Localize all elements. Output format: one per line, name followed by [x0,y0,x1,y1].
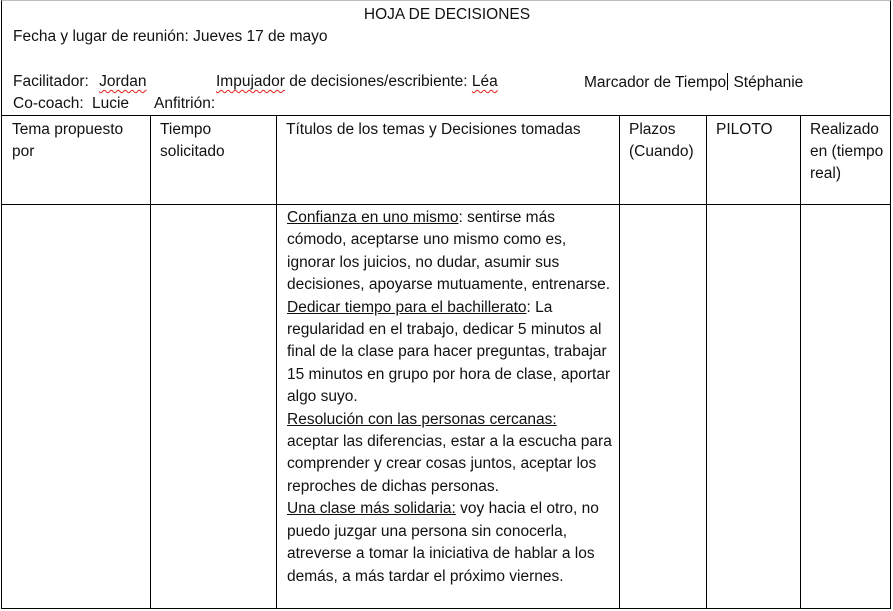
decision-sheet [1,0,891,609]
decision-text: : La regularidad en el trabajo, dedicar 5 minutos al final de la clase para hacer preguntas, trabajar 15 minutos en grupo por hora de clase, aportar algo suyo. [287,298,611,406]
roles-line [13,73,147,91]
header-done-in-real-time: Realizado en (tiempo real) [810,121,884,182]
header-bottom-border [2,204,890,205]
header-time-requested: Tiempo solicitado [160,121,225,160]
decision-entry [287,409,612,499]
decision-title: Resolución con las personas cercanas: [287,410,557,428]
header-decisions: Títulos de los temas y Decisiones tomadas [286,121,581,138]
timekeeper-name: Stéphanie [729,74,804,91]
timekeeper-label: Marcador de Tiempo [584,74,727,91]
cocoach-label: Co-coach: [13,95,84,112]
timekeeper-field [584,73,803,92]
decision-title: Dedicar tiempo para el bachillerato [287,298,527,316]
facilitator-label: Facilitador: [13,73,89,90]
col-divider [276,116,277,608]
document-title: HOJA DE DECISIONES [363,6,531,23]
facilitator-name: Jordan [99,73,147,90]
header-pilot: PILOTO [716,121,773,138]
decision-text: voy hacia el otro, no puedo juzgar una persona sin conocerla, atreverse a tomar la iniciativa de hablar a los demás, a más tardar el próximo viernes. [287,500,599,585]
decisions-cell [287,207,612,588]
col-divider [706,116,707,608]
col-divider [800,116,801,608]
decision-title: Una clase más solidaria: [287,500,456,518]
decision-text: : sentirse más cómodo, aceptarse uno mismo como es, ignorar los juicios, no dudar, asumir sus decisiones, apoyarse mutuamente, entrenarse. [287,209,611,294]
pusher-name: Léa [471,73,498,90]
text-cursor [727,73,728,90]
decision-entry [287,498,612,588]
header-deadlines: Plazos (Cuando) [629,121,694,160]
col-divider [619,116,620,608]
cocoach-field [13,95,129,113]
header-topic-proposed-by: Tema propuesto por [12,121,124,160]
col-divider [150,116,151,608]
decision-title: Confianza en uno mismo [287,209,459,226]
decision-text: aceptar las diferencias, estar a la escucha para comprender y crear cosas juntos, aceptar los reproches de dichas personas. [287,433,612,495]
cocoach-name: Lucie [91,95,130,112]
host-label: Anfitrión: [154,95,216,112]
meeting-date-line: Fecha y lugar de reunión: Jueves 17 de mayo [13,28,328,45]
pusher-field [216,73,498,91]
table-top-border [2,115,890,116]
decision-entry [287,207,612,297]
pusher-label-rest: de decisiones/escribiente: [284,73,472,90]
pusher-label-word: Impujador [216,73,285,90]
decision-entry [287,297,612,409]
